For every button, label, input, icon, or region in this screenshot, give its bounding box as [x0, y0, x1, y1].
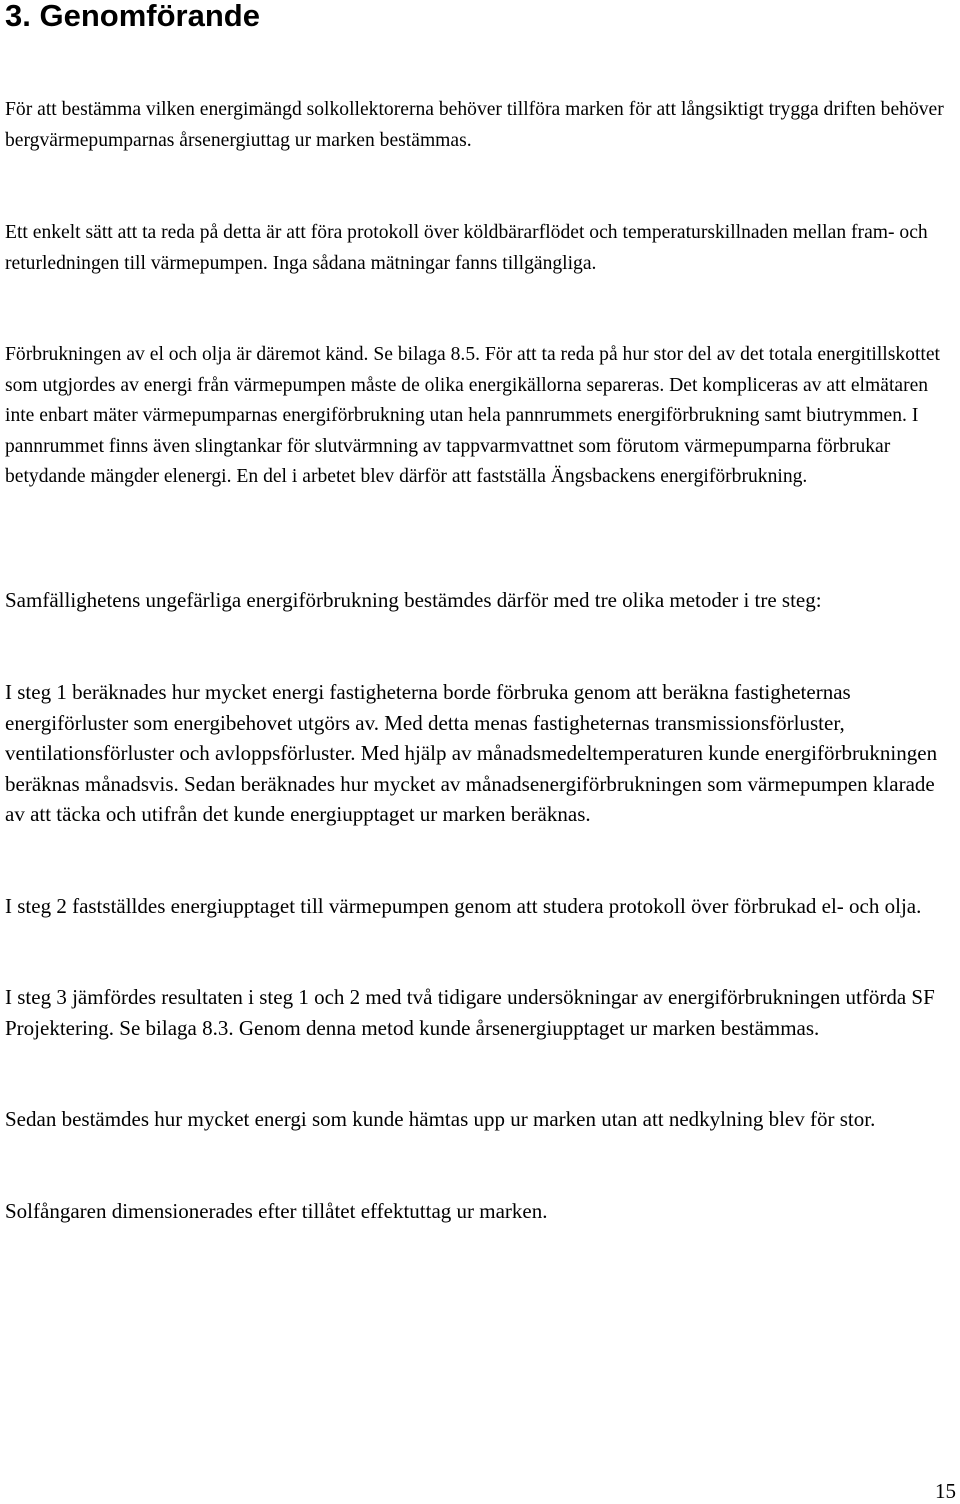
page-number: 15: [935, 1479, 956, 1503]
paragraph-consumption: Förbrukningen av el och olja är däremot känd. Se bilaga 8.5. För att ta reda på hur stor del av det totala energitillskottet som utgjordes av energi från värmepumpen måste de olika energikällorna separeras. Det kompliceras av att elmätaren inte enbart mäter värmepumparnas energiförbrukning utan hela pannrummets energiförbrukning samt biutrymmen. I pannrummet finns även slingtankar för slutvärmning av tappvarmvattnet som förutom värmepumparna förbrukar betydande mängder elenergi. En del i arbetet blev därför att fastställa Ängsbackens energiförbrukning.: [5, 344, 940, 487]
paragraph-purpose: För att bestämma vilken energimängd solkollektorerna behöver tillföra marken för att långsiktigt trygga driften behöver bergvärmepumparnas årsenergiuttag ur marken bestämmas.: [5, 99, 944, 151]
paragraph-collector-sizing: Solfångaren dimensionerades efter tillåtet effektuttag ur marken.: [5, 1199, 548, 1223]
paragraph-measurement-method: Ett enkelt sätt att ta reda på detta är att föra protokoll över köldbärarflödet och temperaturskillnaden mellan fram- och returledningen till värmepumpen. Inga sådana mätningar fanns tillgängliga.: [5, 222, 928, 274]
paragraph-step-1: I steg 1 beräknades hur mycket energi fastigheterna borde förbruka genom att beräkna fastigheternas energiförluster som energibehovet utgörs av. Med detta menas fastigheternas transmissionsförluster, ventilationsförluster och avloppsförluster. Med hjälp av månadsmedeltemperaturen kunde energiförbrukningen beräknas månadsvis. Sedan beräknades hur mycket av månadsenergiförbrukningen som värmepumpen klarade av att täcka och utifrån det kunde energiupptaget ur marken beräknas.: [5, 680, 938, 826]
section-heading: 3. Genomförande: [5, 0, 260, 33]
paragraph-step-3: I steg 3 jämfördes resultaten i steg 1 och 2 med två tidigare undersökningar av energiförbrukningen utförda SF Projektering. Se bilaga 8.3. Genom denna metod kunde årsenergiupptaget ur marken bestämmas.: [5, 985, 935, 1040]
paragraph-step-2: I steg 2 fastställdes energiupptaget till värmepumpen genom att studera protokoll över förbrukad el- och olja.: [5, 894, 922, 918]
paragraph-extraction-limit: Sedan bestämdes hur mycket energi som kunde hämtas upp ur marken utan att nedkylning blev för stor.: [5, 1107, 876, 1131]
paragraph-three-methods: Samfällighetens ungefärliga energiförbrukning bestämdes därför med tre olika metoder i tre steg:: [5, 588, 822, 612]
